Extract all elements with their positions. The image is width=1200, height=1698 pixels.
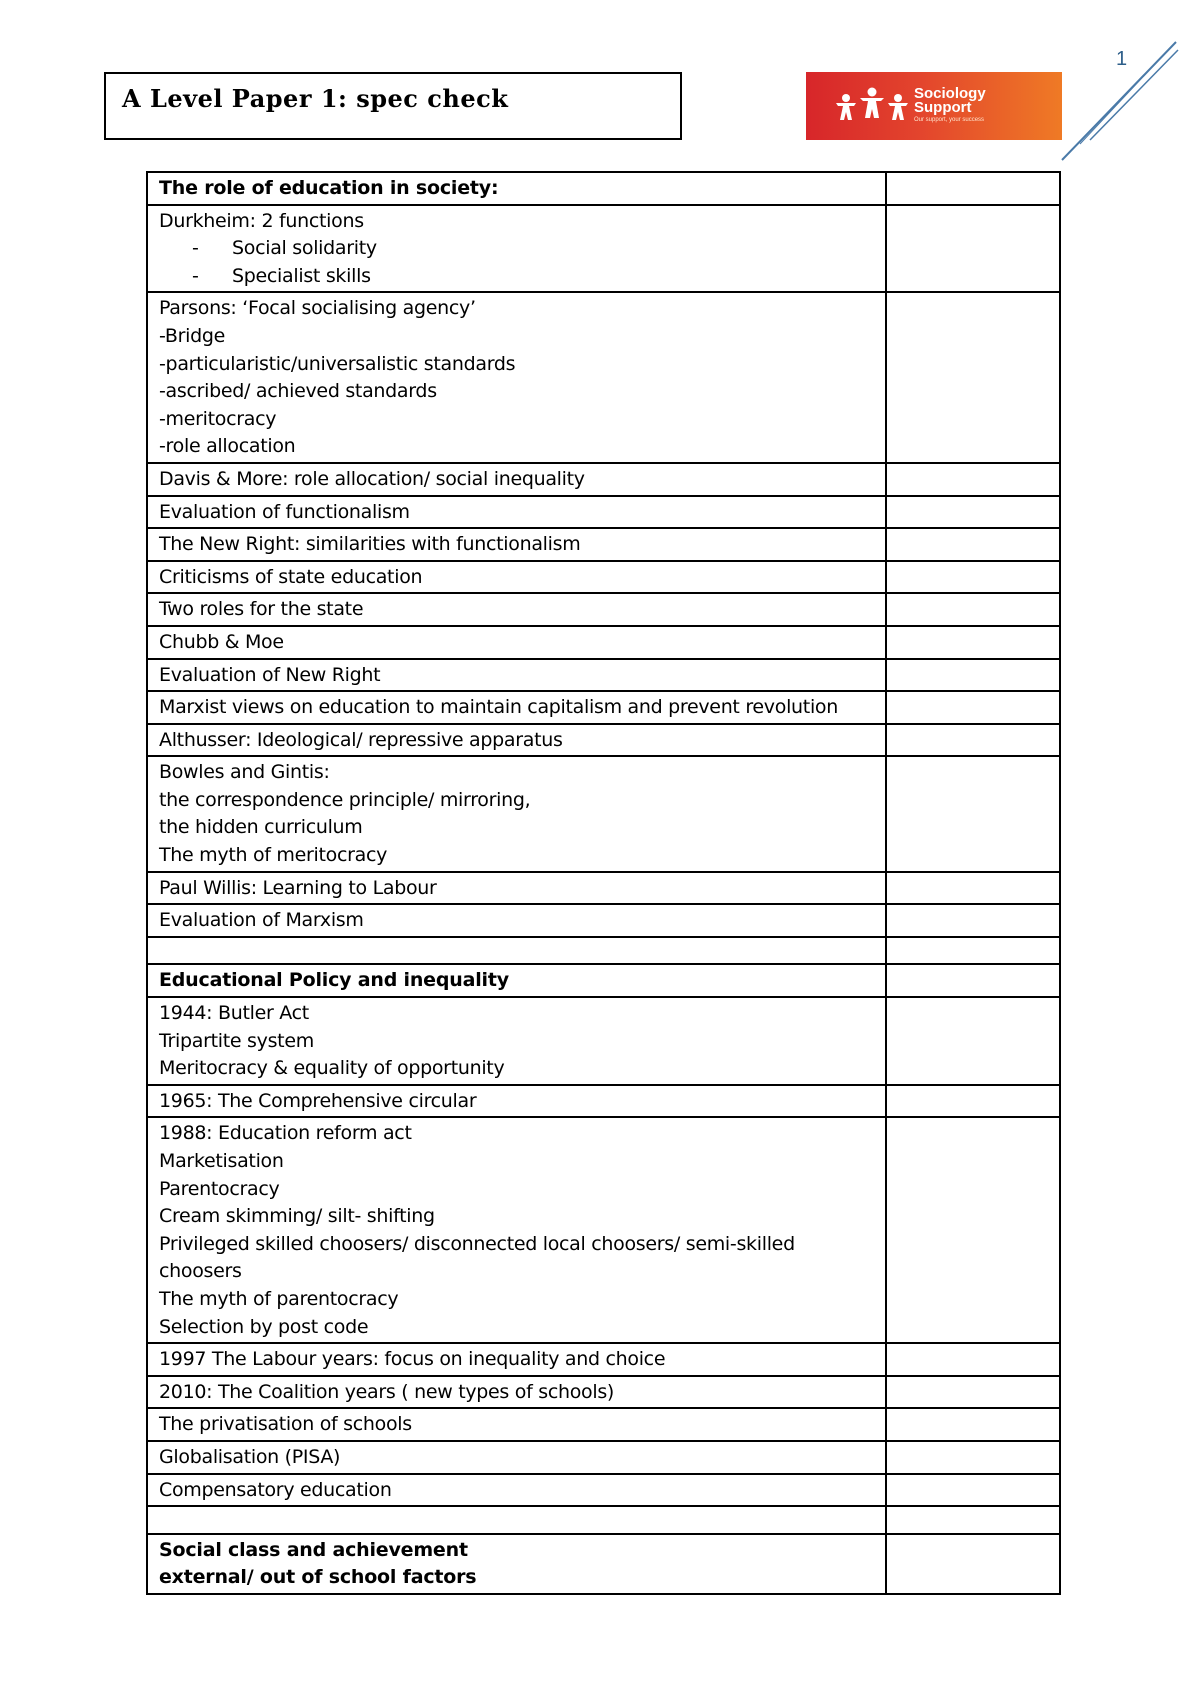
topic-line: 1965: The Comprehensive circular	[159, 1089, 477, 1112]
topic-line: Globalisation (PISA)	[159, 1445, 341, 1468]
topic-cell	[147, 872, 886, 905]
table-row	[147, 1408, 1060, 1441]
topic-cell	[147, 1376, 886, 1409]
topic-line: Selection by post code	[159, 1315, 369, 1338]
table-row	[147, 756, 1060, 871]
table-row	[147, 205, 1060, 293]
title-box	[104, 72, 682, 140]
sub-bullet-text: Social solidarity	[232, 237, 377, 260]
table-row	[147, 1117, 1060, 1343]
topic-line: Cream skimming/ silt- shifting	[159, 1205, 435, 1228]
table-row	[147, 1376, 1060, 1409]
check-cell[interactable]	[886, 626, 1060, 659]
spec-check-table	[146, 171, 1061, 1595]
table-row	[147, 496, 1060, 529]
topic-line: Parsons: ‘Focal socialising agency’	[159, 297, 476, 320]
people-figures-icon	[832, 86, 912, 126]
topic-cell	[147, 937, 886, 965]
topic-line: The privatisation of schools	[159, 1413, 412, 1436]
check-cell[interactable]	[886, 691, 1060, 724]
table-row	[147, 997, 1060, 1085]
check-cell[interactable]	[886, 997, 1060, 1085]
table-row	[147, 463, 1060, 496]
topic-line: Althusser: Ideological/ repressive apparatus	[159, 728, 563, 751]
check-cell[interactable]	[886, 1085, 1060, 1118]
topic-cell	[147, 205, 886, 293]
logo-name-line1: Sociology	[914, 85, 986, 102]
table-row	[147, 1085, 1060, 1118]
topic-line: -role allocation	[159, 435, 296, 458]
topic-cell	[147, 904, 886, 937]
check-cell[interactable]	[886, 1441, 1060, 1474]
check-cell[interactable]	[886, 1408, 1060, 1441]
topic-line: Evaluation of New Right	[159, 663, 381, 686]
topic-line: -ascribed/ achieved standards	[159, 380, 437, 403]
topic-line: external/ out of school factors	[159, 1566, 477, 1589]
topic-cell	[147, 1474, 886, 1507]
check-cell[interactable]	[886, 964, 1060, 997]
topic-cell	[147, 528, 886, 561]
table-row	[147, 1441, 1060, 1474]
table-row	[147, 724, 1060, 757]
topic-cell	[147, 691, 886, 724]
section-heading-row	[147, 172, 1060, 205]
topic-line: Social class and achievement	[159, 1538, 468, 1561]
topic-line: Meritocracy & equality of opportunity	[159, 1057, 505, 1080]
sub-bullet-text: Specialist skills	[232, 264, 371, 287]
topic-cell	[147, 593, 886, 626]
topic-cell	[147, 1408, 886, 1441]
topic-line: -Bridge	[159, 324, 226, 347]
check-cell[interactable]	[886, 496, 1060, 529]
topic-cell	[147, 997, 886, 1085]
topic-line: Tripartite system	[159, 1029, 314, 1052]
topic-line: -particularistic/universalistic standards	[159, 352, 516, 375]
check-cell[interactable]	[886, 1376, 1060, 1409]
check-cell[interactable]	[886, 463, 1060, 496]
corner-line-decoration	[1060, 40, 1180, 170]
page-number: 1	[1116, 48, 1128, 70]
topic-line: The New Right: similarities with functionalism	[159, 533, 581, 556]
check-cell[interactable]	[886, 172, 1060, 205]
topic-line: Evaluation of functionalism	[159, 500, 410, 523]
topic-line: Davis & More: role allocation/ social inequality	[159, 467, 585, 490]
topic-line: Evaluation of Marxism	[159, 909, 364, 932]
section-heading-row	[147, 1534, 1060, 1594]
topic-line: Educational Policy and inequality	[159, 969, 509, 992]
check-cell[interactable]	[886, 724, 1060, 757]
topic-line: 1988: Education reform act	[159, 1122, 412, 1145]
topic-cell	[147, 496, 886, 529]
check-cell[interactable]	[886, 528, 1060, 561]
check-cell[interactable]	[886, 1506, 1060, 1534]
topic-line: Marketisation	[159, 1150, 284, 1172]
logo-wordmark	[914, 87, 986, 115]
check-cell[interactable]	[886, 756, 1060, 871]
topic-cell	[147, 1506, 886, 1534]
logo-name-line2: Support	[914, 99, 972, 116]
topic-line: The myth of meritocracy	[159, 844, 388, 867]
table-row	[147, 626, 1060, 659]
table-row	[147, 872, 1060, 905]
topic-cell	[147, 659, 886, 692]
dash-bullet-icon: -	[192, 264, 199, 287]
table-row	[147, 561, 1060, 594]
topic-cell	[147, 1343, 886, 1376]
section-heading	[147, 1534, 886, 1594]
topic-line: Marxist views on education to maintain capitalism and prevent revolution	[159, 696, 838, 719]
topic-cell	[147, 756, 886, 871]
check-cell[interactable]	[886, 1474, 1060, 1507]
topic-cell	[147, 561, 886, 594]
table-row	[147, 1474, 1060, 1507]
check-cell[interactable]	[886, 1534, 1060, 1594]
topic-line: 1944: Butler Act	[159, 1002, 309, 1025]
topic-line: Bowles and Gintis:	[159, 761, 330, 784]
topic-line: Parentocracy	[159, 1177, 280, 1200]
check-cell[interactable]	[886, 1117, 1060, 1343]
sub-bullet	[159, 235, 875, 263]
document-title: A Level Paper 1: spec check	[122, 84, 509, 113]
topic-line: Chubb & Moe	[159, 630, 284, 653]
topic-line: Durkheim: 2 functions	[159, 209, 364, 232]
topic-cell	[147, 1441, 886, 1474]
topic-cell	[147, 724, 886, 757]
table-row	[147, 593, 1060, 626]
blank-row	[147, 937, 1060, 965]
topic-cell	[147, 1117, 886, 1343]
check-cell[interactable]	[886, 1343, 1060, 1376]
check-cell[interactable]	[886, 292, 1060, 463]
topic-cell	[147, 463, 886, 496]
check-cell[interactable]	[886, 561, 1060, 594]
topic-line: the hidden curriculum	[159, 816, 363, 839]
logo-tagline: Our support, your success	[914, 117, 985, 123]
table-row	[147, 528, 1060, 561]
topic-cell	[147, 292, 886, 463]
topic-line: -meritocracy	[159, 407, 277, 430]
check-cell[interactable]	[886, 872, 1060, 905]
topic-line: The role of education in society:	[159, 177, 499, 199]
topic-line: 1997 The Labour years: focus on inequality and choice	[159, 1348, 666, 1371]
table-row	[147, 659, 1060, 692]
check-cell[interactable]	[886, 659, 1060, 692]
check-cell[interactable]	[886, 205, 1060, 293]
blank-row	[147, 1506, 1060, 1534]
sub-bullet	[159, 263, 875, 291]
section-heading	[147, 964, 886, 997]
topic-line: The myth of parentocracy	[159, 1287, 399, 1310]
check-cell[interactable]	[886, 904, 1060, 937]
topic-cell	[147, 626, 886, 659]
table-row	[147, 292, 1060, 463]
topic-line: Two roles for the state	[159, 598, 364, 621]
sociology-support-logo	[806, 72, 1062, 140]
table-row	[147, 1343, 1060, 1376]
check-cell[interactable]	[886, 937, 1060, 965]
table-row	[147, 691, 1060, 724]
topic-line: the correspondence principle/ mirroring,	[159, 788, 531, 811]
dash-bullet-icon: -	[192, 237, 199, 260]
topic-line: Paul Willis: Learning to Labour	[159, 876, 437, 899]
topic-cell	[147, 1085, 886, 1118]
topic-line: Privileged skilled choosers/ disconnected local choosers/ semi-skilled choosers	[159, 1232, 801, 1283]
topic-line: Criticisms of state education	[159, 565, 423, 588]
section-heading-row	[147, 964, 1060, 997]
topic-line: 2010: The Coalition years ( new types of schools)	[159, 1380, 615, 1403]
section-heading	[147, 172, 886, 205]
table-row	[147, 904, 1060, 937]
topic-line: Compensatory education	[159, 1478, 392, 1501]
check-cell[interactable]	[886, 593, 1060, 626]
